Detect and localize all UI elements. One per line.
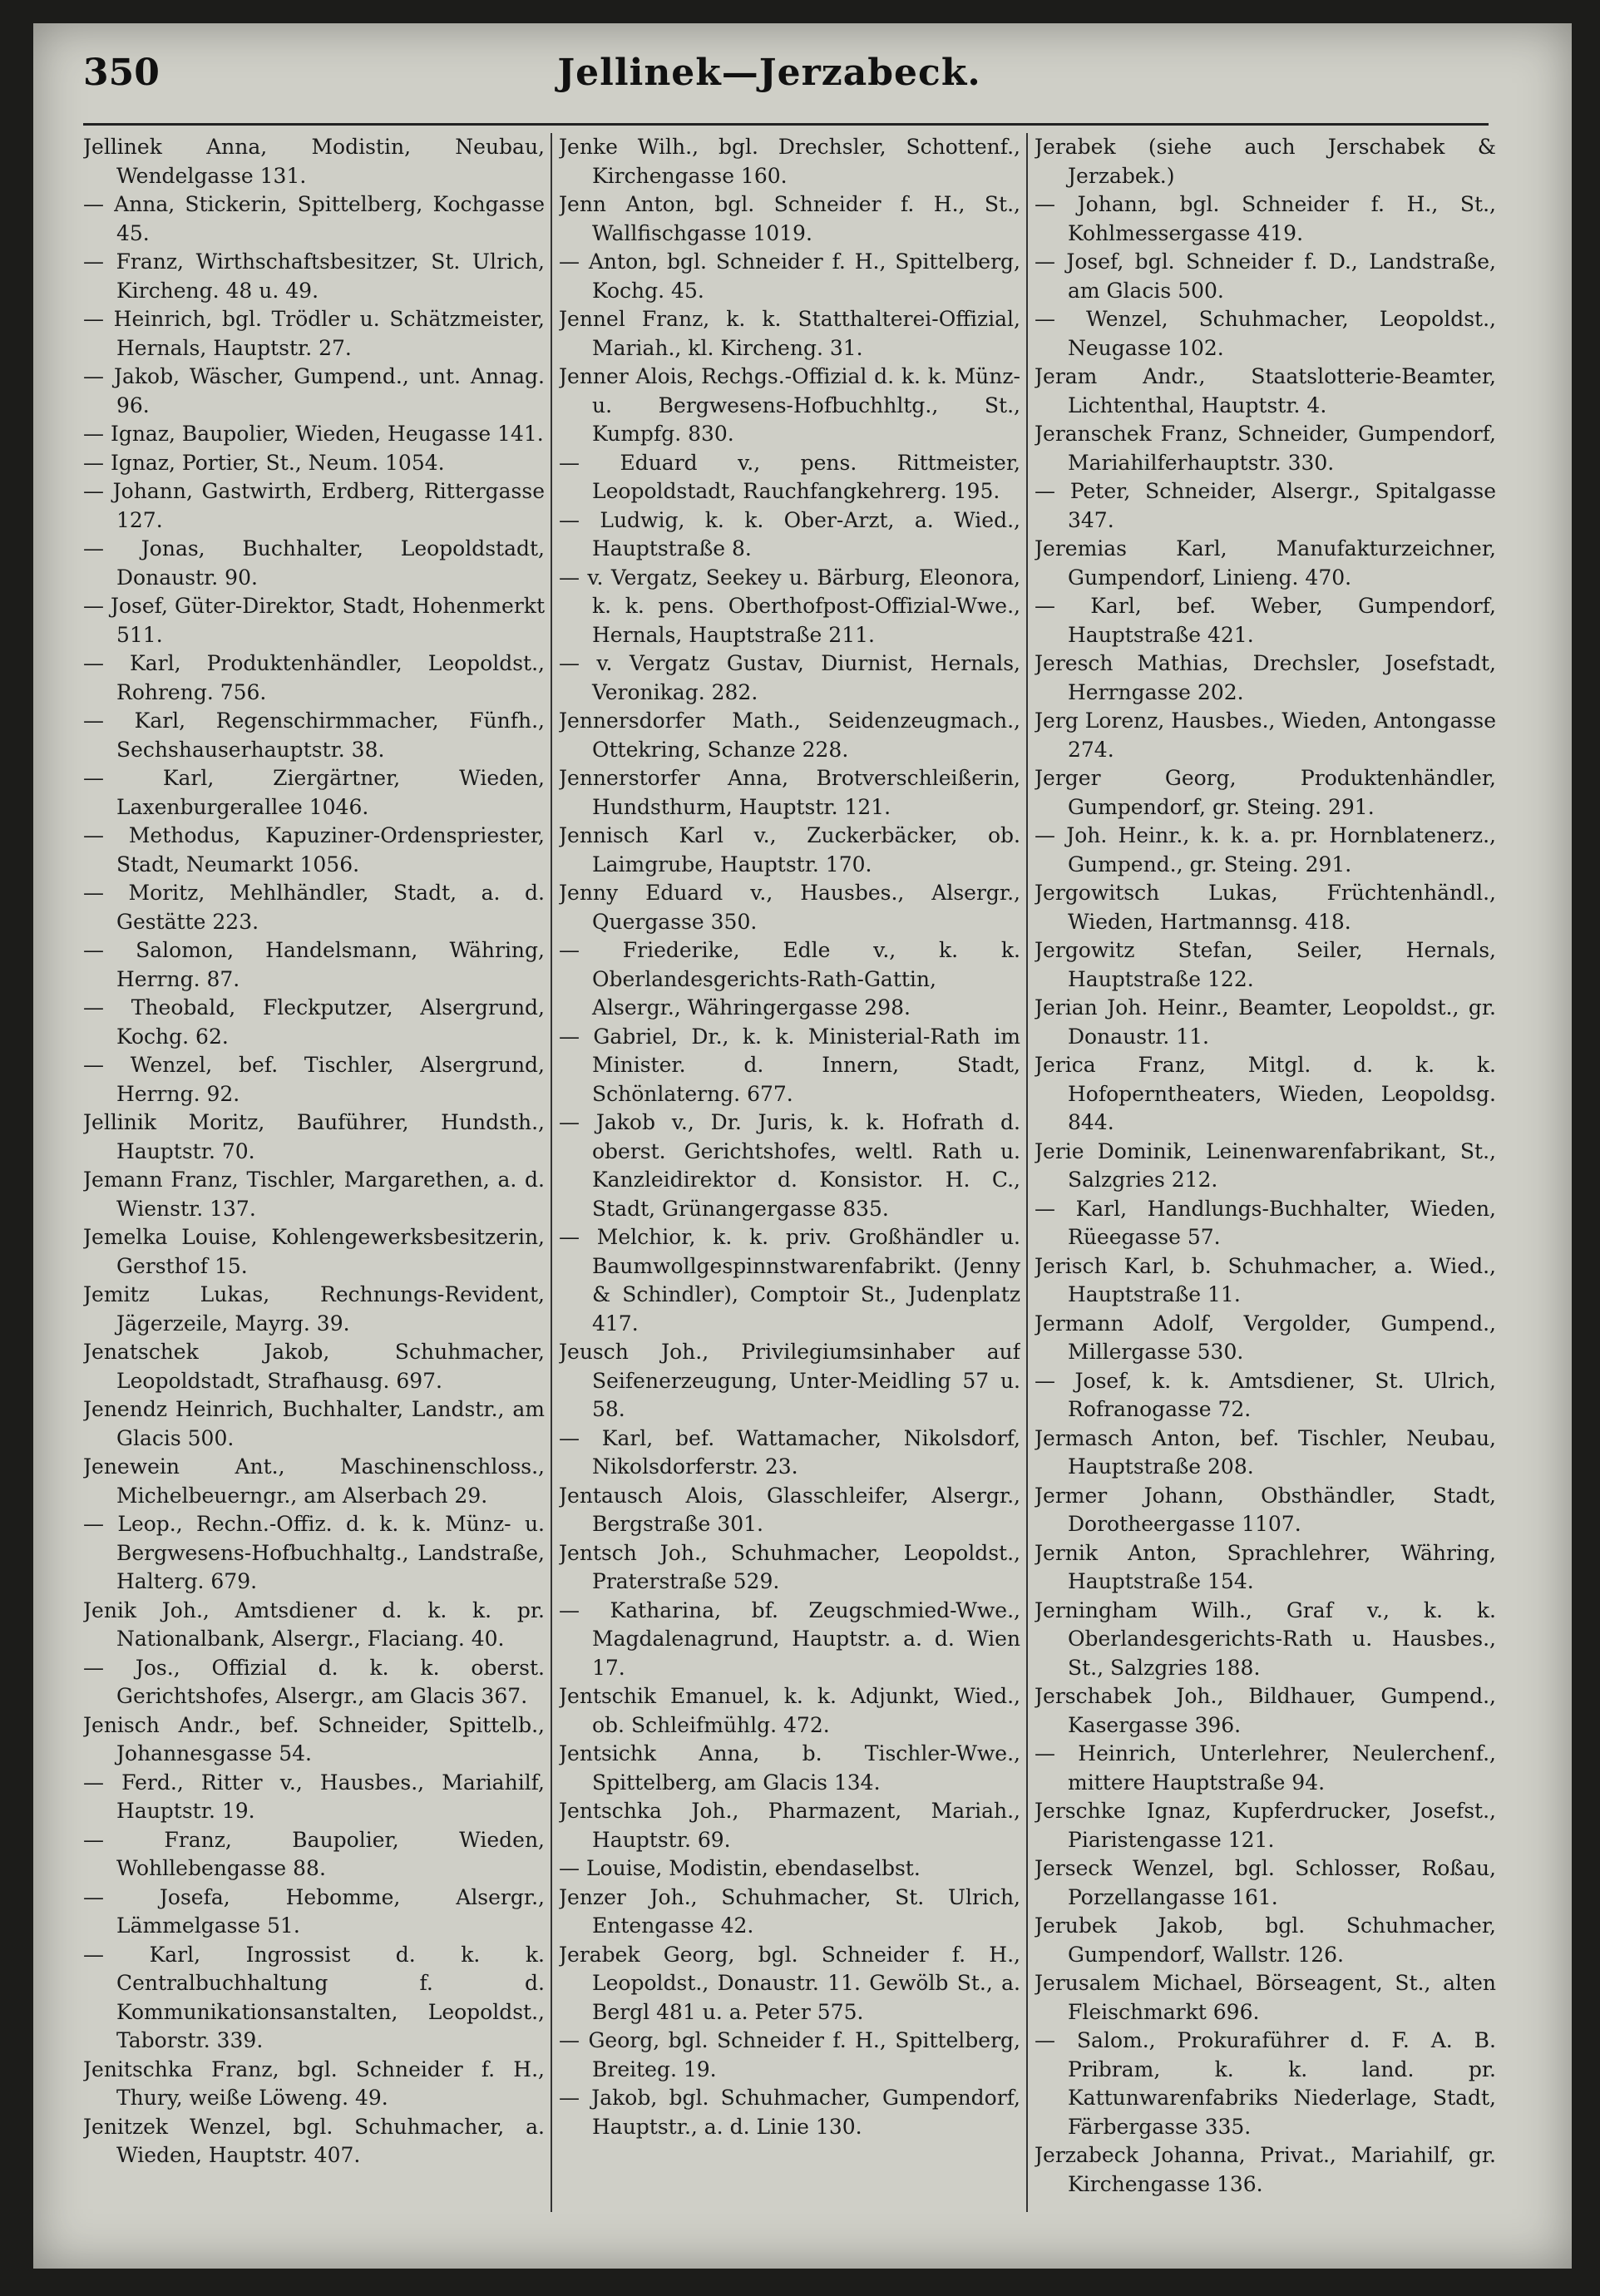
directory-entry: Jerusalem Michael, Börseagent, St., alten Fleischmarkt 696. (1035, 1971, 1496, 2024)
directory-entry: Jenitzek Wenzel, bgl. Schuhmacher, a. Wieden, Hauptstr. 407. (83, 2114, 545, 2167)
directory-entry: — Karl, bef. Wattamacher, Nikolsdorf, Nikolsdorferstr. 23. (559, 1425, 1020, 1479)
directory-entry: — Johann, bgl. Schneider f. H., St., Kohlmessergasse 419. (1035, 192, 1496, 245)
directory-entry: Jenzer Joh., Schuhmacher, St. Ulrich, Entengasse 42. (559, 1884, 1020, 1938)
directory-entry: Jeremias Karl, Manufakturzeichner, Gumpendorf, Linieng. 470. (1035, 536, 1496, 590)
directory-entry: Jenewein Ant., Maschinenschloss., Michelbeuerngr., am Alserbach 29. (83, 1454, 545, 1508)
directory-entry: Jerseck Wenzel, bgl. Schlosser, Roßau, Porzellangasse 161. (1035, 1856, 1496, 1909)
directory-entry: — Franz, Wirthschaftsbesitzer, St. Ulrich, Kircheng. 48 u. 49. (83, 249, 545, 303)
directory-entry: — Eduard v., pens. Rittmeister, Leopoldstadt, Rauchfangkehrerg. 195. (559, 450, 1020, 503)
directory-entry: — Heinrich, Unterlehrer, Neulerchenf., mittere Hauptstraße 94. (1035, 1741, 1496, 1795)
directory-entry: Jergowitz Stefan, Seiler, Hernals, Hauptstraße 122. (1035, 938, 1496, 991)
directory-entry: — Jonas, Buchhalter, Leopoldstadt, Donaustr. 90. (83, 536, 545, 590)
directory-entry: Jerschabek Joh., Bildhauer, Gumpend., Kasergasse 396. (1035, 1684, 1496, 1737)
directory-entry: — Karl, Handlungs-Buchhalter, Wieden, Rüeegasse 57. (1035, 1196, 1496, 1249)
directory-entry: Jerian Joh. Heinr., Beamter, Leopoldst., gr. Donaustr. 11. (1035, 995, 1496, 1049)
directory-entry: — Melchior, k. k. priv. Großhändler u. Baumwollgespinnstwarenfabrikt. (Jenny & Schindler), Comptoir St., Judenplatz 417. (559, 1225, 1020, 1336)
directory-entry: Jermer Johann, Obsthändler, Stadt, Dorotheergasse 1107. (1035, 1483, 1496, 1536)
directory-entry: Jerubek Jakob, bgl. Schuhmacher, Gumpendorf, Wallstr. 126. (1035, 1913, 1496, 1967)
directory-entry: Jellinek Anna, Modistin, Neubau, Wendelgasse 131. (83, 135, 545, 188)
directory-entry: Jerica Franz, Mitgl. d. k. k. Hofoperntheaters, Wieden, Leopoldsg. 844. (1035, 1053, 1496, 1134)
directory-entry: Jerabek (siehe auch Jerschabek & Jerzabek.) (1035, 135, 1496, 188)
directory-entry: — v. Vergatz, Seekey u. Bärburg, Eleonora, k. k. pens. Oberthofpost-Offizial-Wwe., Hernals, Hauptstraße 211. (559, 565, 1020, 647)
directory-entry: Jerisch Karl, b. Schuhmacher, a. Wied., Hauptstraße 11. (1035, 1253, 1496, 1306)
directory-entry: Jenendz Heinrich, Buchhalter, Landstr., am Glacis 500. (83, 1397, 545, 1450)
directory-entry: Jentschik Emanuel, k. k. Adjunkt, Wied., ob. Schleifmühlg. 472. (559, 1684, 1020, 1737)
directory-entry: Jentsch Joh., Schuhmacher, Leopoldst., Praterstraße 529. (559, 1540, 1020, 1593)
directory-entry: — Georg, bgl. Schneider f. H., Spittelberg, Breiteg. 19. (559, 2028, 1020, 2081)
directory-entry: Jenatschek Jakob, Schuhmacher, Leopoldstadt, Strafhausg. 697. (83, 1340, 545, 1393)
directory-entry: — Karl, Produktenhändler, Leopoldst., Rohreng. 756. (83, 651, 545, 704)
directory-entry: — Ignaz, Portier, St., Neum. 1054. (83, 450, 445, 475)
directory-entry: — Anton, bgl. Schneider f. H., Spittelberg, Kochg. 45. (559, 249, 1020, 303)
directory-entry: Jentausch Alois, Glasschleifer, Alsergr., Bergstraße 301. (559, 1483, 1020, 1536)
directory-entry: Jeusch Joh., Privilegiumsinhaber auf Seifenerzeugung, Unter-Meidling 57 u. 58. (559, 1340, 1020, 1421)
directory-entry: Jeranschek Franz, Schneider, Gumpendorf, Mariahilferhauptstr. 330. (1035, 422, 1496, 475)
directory-entry: — Leop., Rechn.-Offiz. d. k. k. Münz- u. Bergwesens-Hofbuchhaltg., Landstraße, Halterg. 679. (83, 1512, 545, 1593)
directory-entry: — Jakob v., Dr. Juris, k. k. Hofrath d. oberst. Gerichtshofes, weltl. Rath u. Kanzleidirektor d. Konsistor. H. C., Stadt, Grünangergasse 835. (559, 1110, 1020, 1221)
directory-entry: — Karl, bef. Weber, Gumpendorf, Hauptstraße 421. (1035, 594, 1496, 647)
directory-entry: — Josef, k. k. Amtsdiener, St. Ulrich, Rofranogasse 72. (1035, 1368, 1496, 1421)
header-rule (83, 123, 1489, 126)
directory-entry: — Johann, Gastwirth, Erdberg, Rittergasse 127. (83, 479, 545, 532)
directory-entry: — Jos., Offizial d. k. k. oberst. Gerichtshofes, Alsergr., am Glacis 367. (83, 1655, 545, 1708)
directory-entry: — Ignaz, Baupolier, Wieden, Heugasse 141. (83, 422, 544, 446)
directory-entry: Jenitschka Franz, bgl. Schneider f. H., Thury, weiße Löweng. 49. (83, 2057, 545, 2110)
directory-entry: Jemann Franz, Tischler, Margarethen, a. d. Wienstr. 137. (83, 1168, 545, 1221)
page-header (83, 52, 1455, 110)
directory-entry: Jenny Eduard v., Hausbes., Alsergr., Quergasse 350. (559, 881, 1020, 934)
directory-entry: — v. Vergatz Gustav, Diurnist, Hernals, Veronikag. 282. (559, 651, 1020, 704)
directory-entry: — Josefa, Hebomme, Alsergr., Lämmelgasse 51. (83, 1884, 545, 1938)
directory-entry: Jerschke Ignaz, Kupferdrucker, Josefst., Piaristengasse 121. (1035, 1799, 1496, 1852)
directory-entry: — Anna, Stickerin, Spittelberg, Kochgasse 45. (83, 192, 545, 245)
directory-entry: Jennersdorfer Math., Seidenzeugmach., Ottekring, Schanze 228. (559, 709, 1020, 762)
directory-entry: — Jakob, Wäscher, Gumpend., unt. Annag. 96. (83, 364, 545, 417)
directory-entry: Jerningham Wilh., Graf v., k. k. Oberlandesgerichts-Rath u. Hausbes., St., Salzgries 188. (1035, 1597, 1496, 1680)
column-divider (551, 133, 552, 2212)
directory-entry: Jellinik Moritz, Bauführer, Hundsth., Hauptstr. 70. (83, 1110, 545, 1163)
directory-entry: — Peter, Schneider, Alsergr., Spitalgasse 347. (1035, 479, 1496, 532)
directory-entry: — Salomon, Handelsmann, Währing, Herrng. 87. (83, 938, 545, 991)
directory-entry: Jerzabeck Johanna, Privat., Mariahilf, gr. Kirchengasse 136. (1035, 2143, 1496, 2196)
directory-entry: Jennisch Karl v., Zuckerbäcker, ob. Laimgrube, Hauptstr. 170. (559, 823, 1020, 876)
directory-entry: Jergowitsch Lukas, Früchtenhändl., Wieden, Hartmannsg. 418. (1035, 881, 1496, 934)
directory-entry: — Franz, Baupolier, Wieden, Wohllebengasse 88. (83, 1827, 545, 1880)
directory-entry: Jeram Andr., Staatslotterie-Beamter, Lichtenthal, Hauptstr. 4. (1035, 364, 1496, 417)
column-3 (1035, 133, 1496, 2229)
directory-entry: — Karl, Ingrossist d. k. k. Centralbuchhaltung f. d. Kommunikationsanstalten, Leopoldst., Taborstr. 339. (83, 1942, 545, 2052)
directory-entry: Jenner Alois, Rechgs.-Offizial d. k. k. Münz- u. Bergwesens-Hofbuchhltg., St., Kumpfg. 830. (559, 364, 1020, 446)
column-2 (559, 133, 1020, 2229)
directory-entry: — Moritz, Mehlhändler, Stadt, a. d. Gestätte 223. (83, 881, 545, 934)
directory-entry: — Josef, Güter-Direktor, Stadt, Hohenmerkt 511. (83, 594, 545, 647)
directory-entry: Jerie Dominik, Leinenwarenfabrikant, St., Salzgries 212. (1035, 1138, 1496, 1192)
column-1 (83, 133, 545, 2229)
directory-entry: Jenik Joh., Amtsdiener d. k. k. pr. Nationalbank, Alsergr., Flaciang. 40. (83, 1597, 545, 1651)
directory-entry: — Ludwig, k. k. Ober-Arzt, a. Wied., Hauptstraße 8. (559, 507, 1020, 560)
directory-entry: Jenn Anton, bgl. Schneider f. H., St., Wallfischgasse 1019. (559, 192, 1020, 245)
column-divider (1026, 133, 1028, 2212)
directory-entry: — Jakob, bgl. Schuhmacher, Gumpendorf, Hauptstr., a. d. Linie 130. (559, 2086, 1020, 2139)
directory-entry: Jenisch Andr., bef. Schneider, Spittelb., Johannesgasse 54. (83, 1712, 545, 1765)
directory-entry: — Methodus, Kapuziner-Ordenspriester, Stadt, Neumarkt 1056. (83, 823, 545, 876)
directory-entry: Jenke Wilh., bgl. Drechsler, Schottenf., Kirchengasse 160. (559, 135, 1020, 188)
directory-entry: — Wenzel, Schuhmacher, Leopoldst., Neugasse 102. (1035, 307, 1496, 360)
directory-entry: Jeresch Mathias, Drechsler, Josefstadt, Herrngasse 202. (1035, 651, 1496, 704)
directory-entry: — Katharina, bf. Zeugschmied-Wwe., Magdalenagrund, Hauptstr. a. d. Wien 17. (559, 1597, 1020, 1680)
directory-entry: Jentschka Joh., Pharmazent, Mariah., Hauptstr. 69. (559, 1799, 1020, 1852)
directory-entry: — Joh. Heinr., k. k. a. pr. Hornblatenerz., Gumpend., gr. Steing. 291. (1035, 823, 1496, 876)
running-title: Jellinek—Jerzabeck. (557, 52, 981, 94)
directory-entry: — Wenzel, bef. Tischler, Alsergrund, Herrng. 92. (83, 1053, 545, 1106)
directory-entry: Jerabek Georg, bgl. Schneider f. H., Leopoldst., Donaustr. 11. Gewölb St., a. Bergl 481 u. a. Peter 575. (559, 1942, 1020, 2024)
directory-entry: Jermann Adolf, Vergolder, Gumpend., Millergasse 530. (1035, 1311, 1496, 1364)
directory-entry: Jernik Anton, Sprachlehrer, Währing, Hauptstraße 154. (1035, 1540, 1496, 1593)
directory-entry: — Louise, Modistin, ebendaselbst. (559, 1856, 921, 1880)
directory-entry: Jentsichk Anna, b. Tischler-Wwe., Spittelberg, am Glacis 134. (559, 1741, 1020, 1795)
directory-entry: — Theobald, Fleckputzer, Alsergrund, Kochg. 62. (83, 995, 545, 1049)
directory-entry: — Salom., Prokuraführer d. F. A. B. Pribram, k. k. land. pr. Kattunwarenfabriks Niederlage, Stadt, Färbergasse 335. (1035, 2028, 1496, 2139)
directory-entry: Jerg Lorenz, Hausbes., Wieden, Antongasse 274. (1035, 709, 1496, 762)
directory-entry: — Karl, Regenschirmmacher, Fünfh., Sechshauserhauptstr. 38. (83, 709, 545, 762)
directory-entry: — Karl, Ziergärtner, Wieden, Laxenburgerallee 1046. (83, 766, 545, 819)
directory-entry: — Heinrich, bgl. Trödler u. Schätzmeister, Hernals, Hauptstr. 27. (83, 307, 545, 360)
directory-entry: Jerger Georg, Produktenhändler, Gumpendorf, gr. Steing. 291. (1035, 766, 1496, 819)
directory-entry: Jennel Franz, k. k. Statthalterei-Offizial, Mariah., kl. Kircheng. 31. (559, 307, 1020, 360)
directory-entry: Jennerstorfer Anna, Brotverschleißerin, Hundsthurm, Hauptstr. 121. (559, 766, 1020, 819)
directory-entry: Jemelka Louise, Kohlengewerksbesitzerin, Gersthof 15. (83, 1225, 545, 1278)
directory-entry: — Gabriel, Dr., k. k. Ministerial-Rath im Minister. d. Innern, Stadt, Schönlaterng. 677. (559, 1024, 1020, 1106)
directory-entry: Jemitz Lukas, Rechnungs-Revident, Jägerzeile, Mayrg. 39. (83, 1282, 545, 1336)
directory-entry: Jermasch Anton, bef. Tischler, Neubau, Hauptstraße 208. (1035, 1425, 1496, 1479)
page-number: 350 (83, 52, 160, 94)
directory-entry: — Josef, bgl. Schneider f. D., Landstraße, am Glacis 500. (1035, 249, 1496, 303)
directory-entry: — Ferd., Ritter v., Hausbes., Mariahilf, Hauptstr. 19. (83, 1770, 545, 1823)
directory-entry: — Friederike, Edle v., k. k. Oberlandesgerichts-Rath-Gattin, Alsergr., Währingergasse 298. (559, 938, 1020, 1020)
